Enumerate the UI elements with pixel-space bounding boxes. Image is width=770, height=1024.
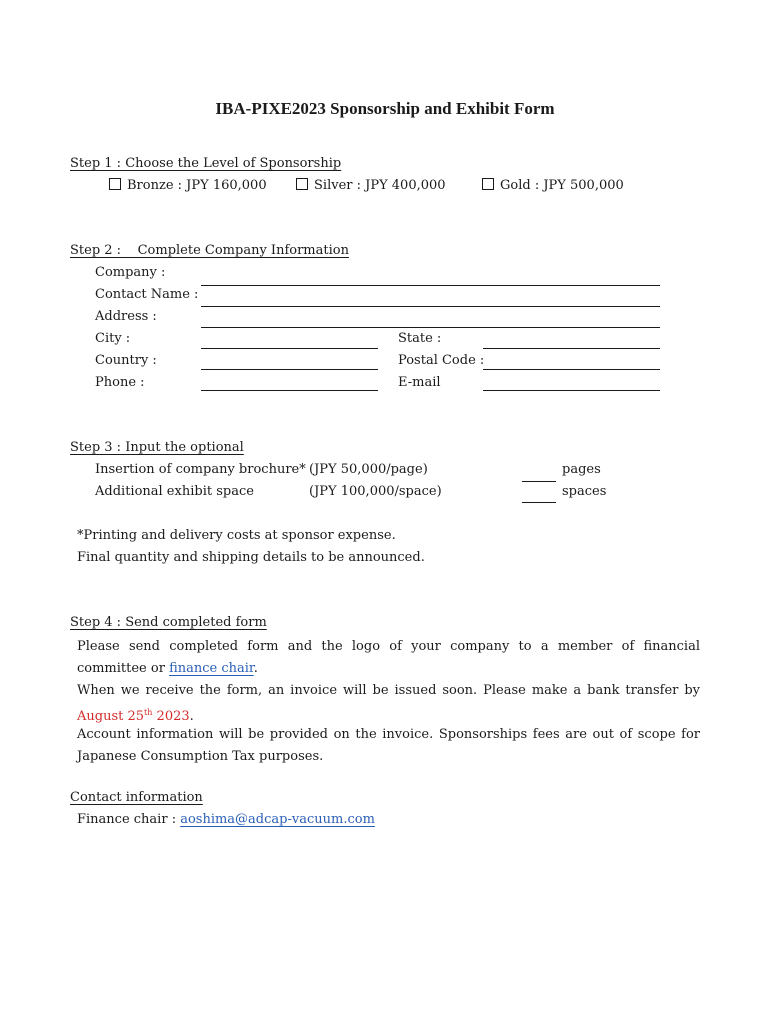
phone-label: Phone : (95, 375, 145, 390)
gold-label: Gold : JPY 500,000 (500, 178, 624, 193)
finance-chair-label: Finance chair : (77, 812, 181, 827)
silver-option[interactable] (296, 178, 446, 193)
finance-chair-link[interactable]: finance chair (169, 661, 254, 676)
deadline-date (77, 709, 190, 724)
brochure-unit: pages (562, 462, 601, 477)
invoice-period: . (189, 709, 194, 724)
exhibit-space-quantity-field[interactable] (522, 502, 556, 503)
step2-heading: Step 2 : Complete Company Information (70, 243, 349, 258)
invoice-paragraph (77, 680, 700, 728)
city-label: City : (95, 331, 131, 346)
brochure-quantity-field[interactable] (522, 481, 556, 482)
postal-code-label: Postal Code : (398, 353, 485, 368)
state-field[interactable] (483, 348, 660, 349)
account-info-paragraph: Account information will be provided on the invoice. Sponsorships fees are out of scope for Japanese Consumption Tax purposes. (77, 727, 700, 764)
step1-heading: Step 1 : Choose the Level of Sponsorship (70, 156, 342, 171)
email-field[interactable] (483, 390, 660, 391)
step3-heading: Step 3 : Input the optional (70, 440, 244, 455)
bronze-checkbox[interactable] (109, 178, 121, 190)
printing-note: *Printing and delivery costs at sponsor expense. (77, 528, 396, 543)
send-form-paragraph (77, 636, 700, 680)
contact-heading: Contact information (70, 790, 203, 805)
finance-chair-email-link[interactable]: aoshima@adcap-vacuum.com (180, 812, 375, 827)
page-title: IBA-PIXE2023 Sponsorship and Exhibit Form (215, 99, 555, 118)
company-label: Company : (95, 265, 166, 280)
brochure-price: (JPY 50,000/page) (309, 462, 428, 477)
step4-heading: Step 4 : Send completed form (70, 615, 267, 630)
gold-checkbox[interactable] (482, 178, 494, 190)
invoice-text: When we receive the form, an invoice will be issued soon. Please make a bank transfer by (77, 683, 700, 698)
silver-checkbox[interactable] (296, 178, 308, 190)
city-field[interactable] (201, 348, 378, 349)
contact-name-field[interactable] (201, 306, 660, 307)
company-field[interactable] (201, 285, 660, 286)
bronze-label: Bronze : JPY 160,000 (127, 178, 267, 193)
gold-option[interactable] (482, 178, 624, 193)
address-label: Address : (95, 309, 157, 324)
exhibit-space-unit: spaces (562, 484, 607, 499)
country-label: Country : (95, 353, 157, 368)
email-label: E-mail (398, 375, 441, 390)
contact-line (77, 812, 375, 827)
brochure-label: Insertion of company brochure* (95, 462, 306, 477)
state-label: State : (398, 331, 442, 346)
deadline-suffix: th (144, 708, 153, 717)
deadline-year: 2023 (156, 709, 190, 724)
address-field[interactable] (201, 327, 660, 328)
deadline-day: August 25 (77, 709, 145, 724)
phone-field[interactable] (201, 390, 378, 391)
country-field[interactable] (201, 369, 378, 370)
bronze-option[interactable] (109, 178, 267, 193)
exhibit-space-price: (JPY 100,000/space) (309, 484, 442, 499)
send-form-text: Please send completed form and the logo of your company to a member of financial committee or (77, 639, 700, 676)
silver-label: Silver : JPY 400,000 (314, 178, 446, 193)
postal-code-field[interactable] (483, 369, 660, 370)
exhibit-space-label: Additional exhibit space (95, 484, 254, 499)
send-form-period: . (253, 661, 258, 676)
shipping-note: Final quantity and shipping details to be announced. (77, 550, 425, 565)
contact-name-label: Contact Name : (95, 287, 199, 302)
